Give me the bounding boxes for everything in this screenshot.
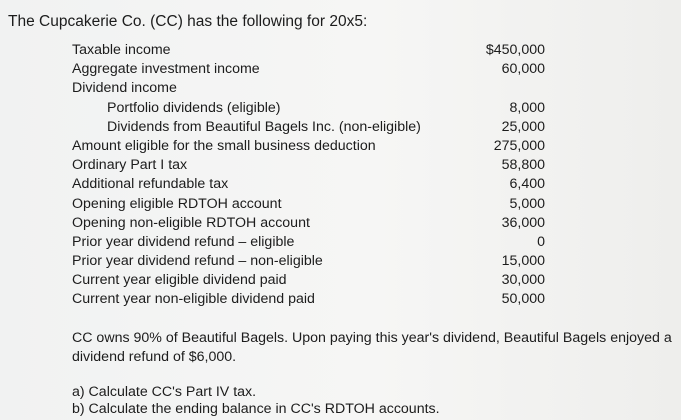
item-value: 8,000 <box>509 99 545 116</box>
item-label: Ordinary Part I tax <box>72 157 188 174</box>
item-value: 50,000 <box>501 291 545 308</box>
item-value: 36,000 <box>501 214 545 231</box>
financial-data-list <box>0 41 681 310</box>
item-label: Opening non-eligible RDTOH account <box>72 214 310 231</box>
list-item <box>0 271 681 290</box>
list-item <box>0 137 681 156</box>
list-item <box>0 60 681 79</box>
item-label: Amount eligible for the small business deduction <box>72 137 376 154</box>
item-value: 6,400 <box>509 176 545 193</box>
item-label: Dividend income <box>72 80 177 97</box>
item-value: 0 <box>537 233 545 250</box>
list-item <box>0 79 681 98</box>
item-value: 60,000 <box>501 61 545 78</box>
ownership-note: CC owns 90% of Beautiful Bagels. Upon paying this year's dividend, Beautiful Bagels enjoyed a dividend refund of $6,000. <box>72 330 672 365</box>
item-label: Opening eligible RDTOH account <box>72 195 282 212</box>
item-value: 58,800 <box>501 157 545 174</box>
item-label: Taxable income <box>72 42 171 58</box>
item-label: Prior year dividend refund – non-eligible <box>72 253 323 270</box>
item-value: 25,000 <box>501 118 545 135</box>
item-label: Current year non-eligible dividend paid <box>72 291 315 308</box>
item-label: Current year eligible dividend paid <box>72 272 287 289</box>
item-label: Additional refundable tax <box>72 176 229 193</box>
list-item <box>0 156 681 175</box>
item-value: 15,000 <box>501 253 545 270</box>
list-item <box>0 118 681 137</box>
item-value: 5,000 <box>509 195 545 212</box>
list-item <box>0 233 681 252</box>
list-item <box>0 175 681 194</box>
list-item <box>0 99 681 118</box>
item-label: Aggregate investment income <box>72 61 260 78</box>
list-item <box>0 214 681 233</box>
problem-heading: The Cupcakerie Co. (CC) has the following for 20x5: <box>8 13 368 30</box>
item-value: 30,000 <box>501 272 545 289</box>
item-label: Portfolio dividends (eligible) <box>107 99 281 116</box>
item-label: Dividends from Beautiful Bagels Inc. (non-eligible) <box>107 118 421 135</box>
question-b: b) Calculate the ending balance in CC's RDTOH accounts. <box>72 401 440 417</box>
item-value: 275,000 <box>493 137 545 154</box>
list-item <box>0 290 681 309</box>
item-value: $450,000 <box>485 42 545 58</box>
list-item <box>0 41 681 60</box>
question-a: a) Calculate CC's Part IV tax. <box>72 384 257 400</box>
item-label: Prior year dividend refund – eligible <box>72 233 295 250</box>
question-list <box>72 384 440 418</box>
list-item <box>0 252 681 271</box>
list-item <box>0 195 681 214</box>
